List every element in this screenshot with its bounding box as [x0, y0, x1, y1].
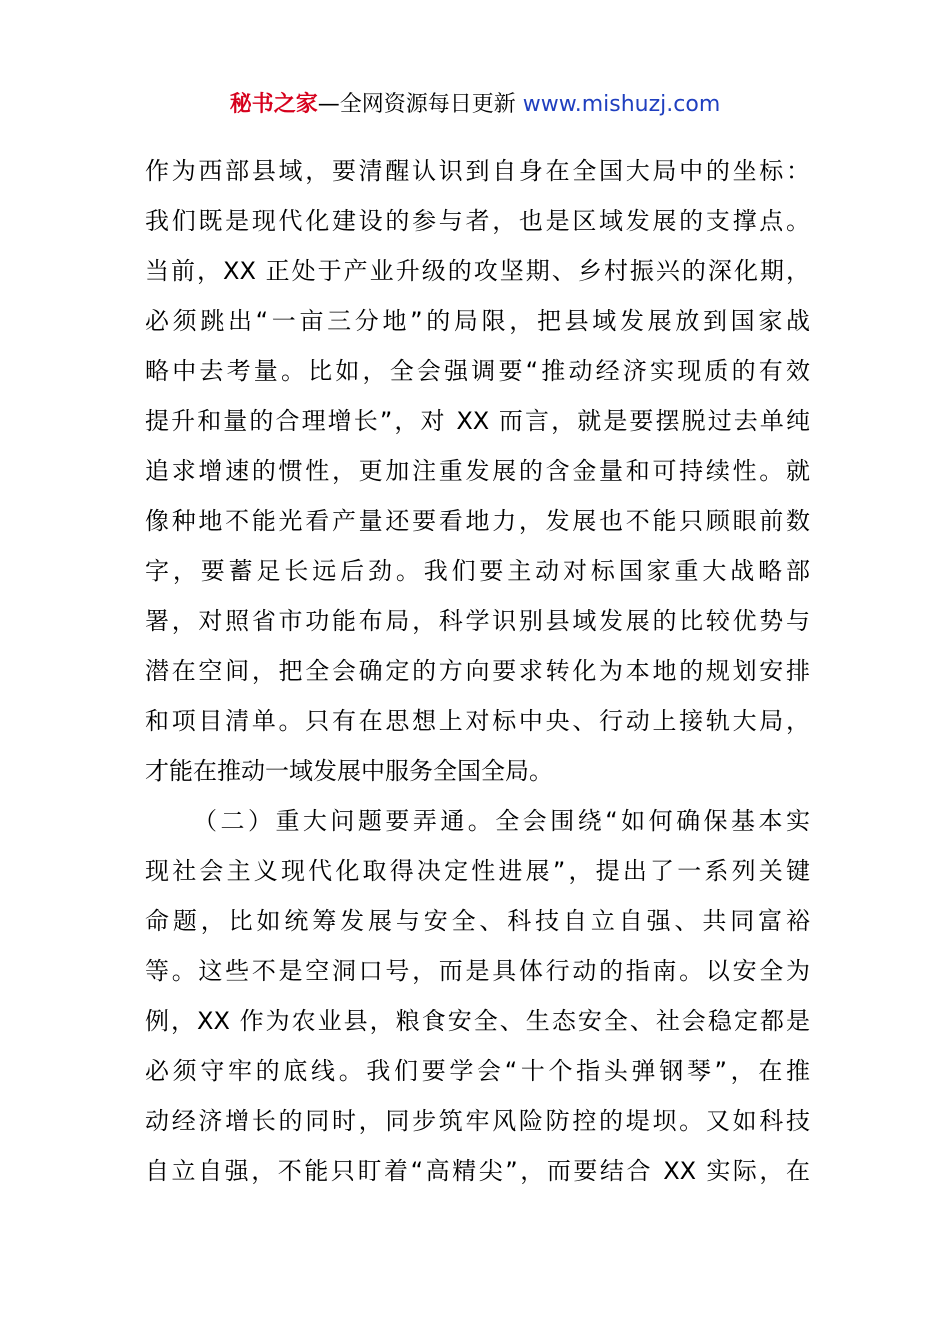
text-line: 才能在推动一域发展中服务全国全局。	[145, 757, 553, 785]
text-line: 潜在空间，把全会确定的方向要求转化为本地的规划安排	[145, 657, 810, 685]
text-line: 我们既是现代化建设的参与者，也是区域发展的支撑点。	[145, 207, 810, 235]
paragraph-2	[145, 796, 810, 1196]
header-tagline: —全网资源每日更新	[317, 92, 523, 117]
text-line: 提升和量的合理增长”，对 XX 而言，就是要摆脱过去单纯	[145, 407, 810, 435]
text-line: 当前，XX 正处于产业升级的攻坚期、乡村振兴的深化期，	[145, 257, 810, 285]
text-line: 像种地不能光看产量还要看地力，发展也不能只顾眼前数	[145, 507, 810, 535]
text-line: 必须守牢的底线。我们要学会“十个指头弹钢琴”，在推	[145, 1057, 810, 1085]
text-line: 动经济增长的同时，同步筑牢风险防控的堤坝。又如科技	[145, 1107, 810, 1135]
text-line: 署，对照省市功能布局，科学识别县域发展的比较优势与	[145, 607, 810, 635]
header-brand: 秘书之家	[229, 92, 318, 117]
text-line: 自立自强，不能只盯着“高精尖”，而要结合 XX 实际，在	[145, 1157, 810, 1185]
text-line: 字，要蓄足长远后劲。我们要主动对标国家重大战略部	[145, 557, 810, 585]
text-line: （二）重大问题要弄通。全会围绕“如何确保基本实	[193, 807, 810, 835]
text-line: 例，XX 作为农业县，粮食安全、生态安全、社会稳定都是	[145, 1007, 810, 1035]
text-line: 命题，比如统筹发展与安全、科技自立自强、共同富裕	[145, 907, 810, 935]
text-line: 作为西部县域，要清醒认识到自身在全国大局中的坐标：	[145, 157, 810, 185]
text-line: 追求增速的惯性，更加注重发展的含金量和可持续性。就	[145, 457, 810, 485]
paragraph-1	[145, 146, 810, 796]
text-line: 等。这些不是空洞口号，而是具体行动的指南。以安全为	[145, 957, 810, 985]
text-line: 和项目清单。只有在思想上对标中央、行动上接轨大局，	[145, 707, 810, 735]
document-body	[145, 146, 810, 1196]
header-url: www.mishuzj.com	[522, 92, 721, 117]
text-line: 必须跳出“一亩三分地”的局限，把县域发展放到国家战	[145, 307, 810, 335]
text-line: 略中去考量。比如，全会强调要“推动经济实现质的有效	[145, 357, 810, 385]
page-header	[0, 88, 950, 122]
text-line: 现社会主义现代化取得决定性进展”，提出了一系列关键	[145, 857, 810, 885]
